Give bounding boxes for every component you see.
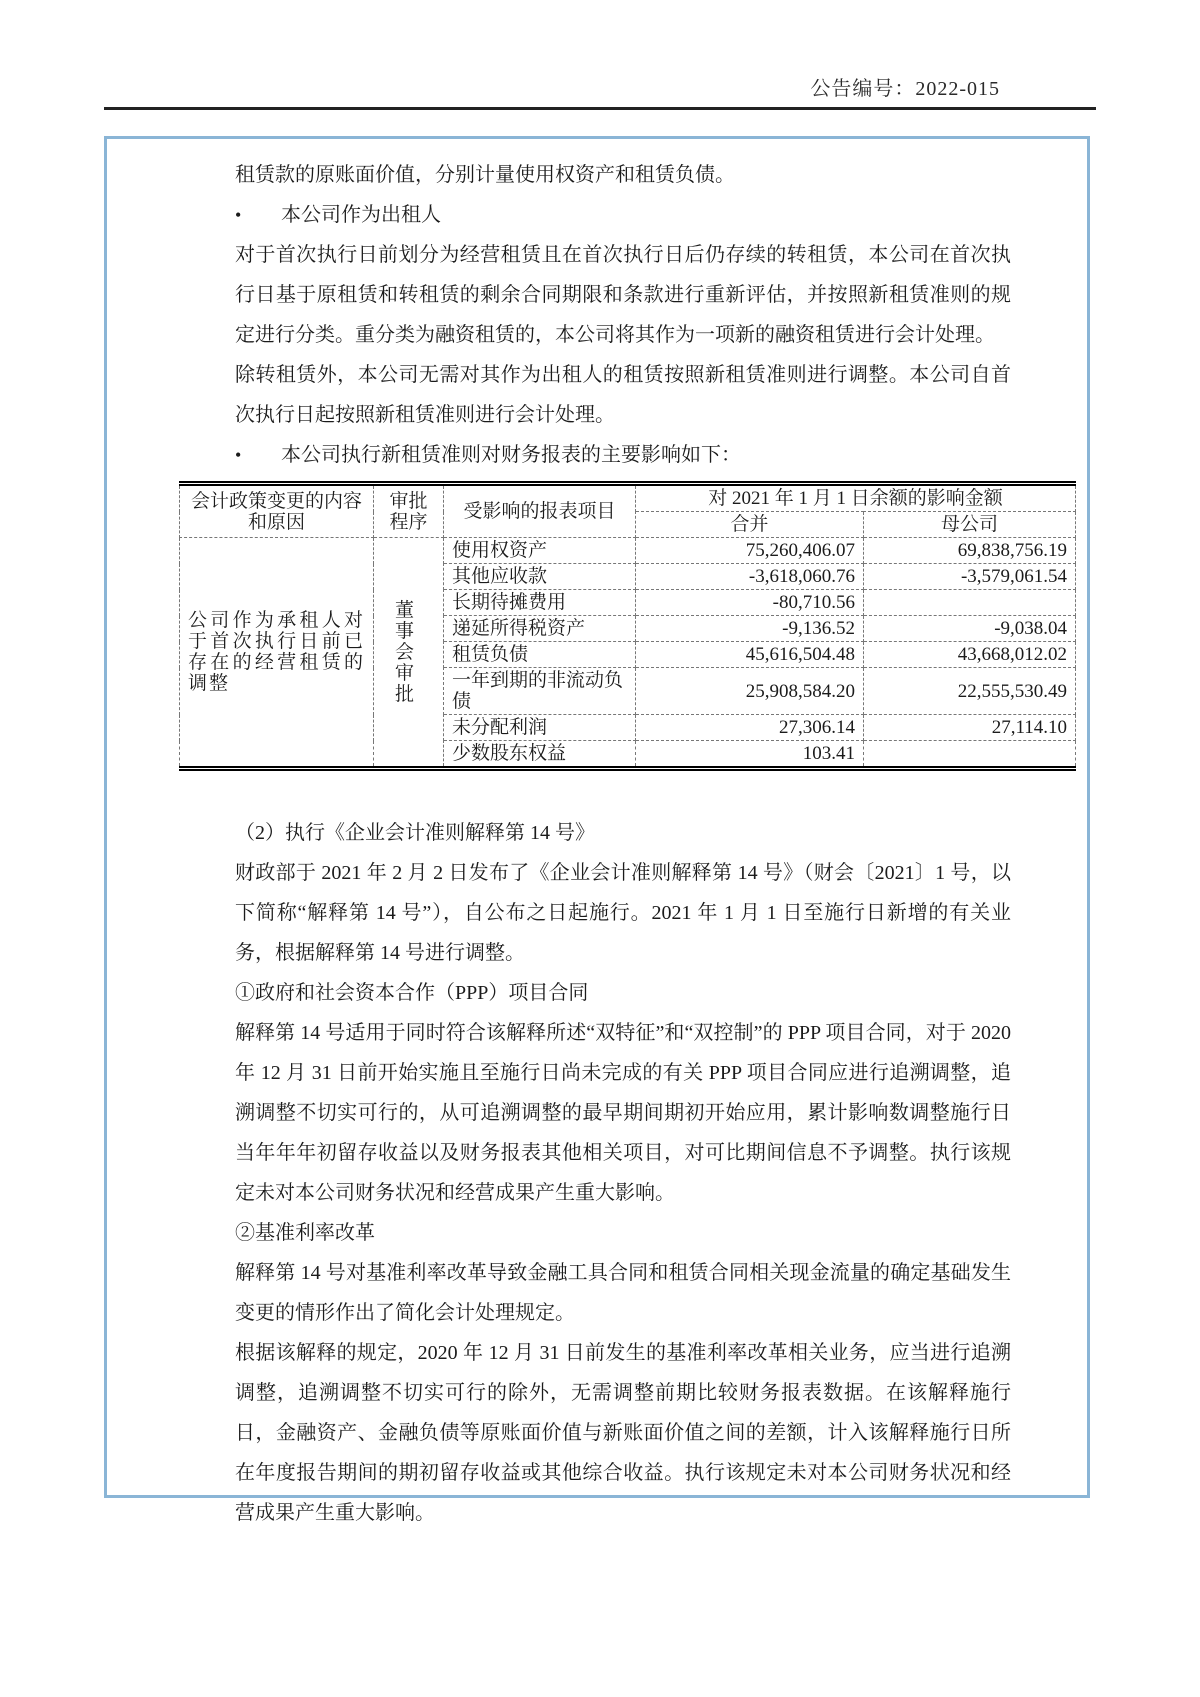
col-header-impact-amount: 对 2021 年 1 月 1 日余额的影响金额 [636, 484, 1076, 512]
consolidated-cell: -80,710.56 [636, 590, 864, 616]
impact-table [179, 481, 1076, 771]
section-2-paragraph-1: 财政部于 2021 年 2 月 2 日发布了《企业会计准则解释第 14 号》（财会〔2021〕1 号，以下简称“解释第 14 号”），自公布之日起施行。2021 年 1 月 1 日至施行日新增的有关业务，根据解释第 14 号进行调整。 [235, 862, 1011, 964]
bullet-item-lessor [235, 195, 1011, 235]
bullet-text: 本公司作为出租人 [281, 204, 441, 226]
item-cell: 少数股东权益 [444, 741, 636, 769]
consolidated-cell: 25,908,584.20 [636, 668, 864, 715]
parent-cell: 27,114.10 [864, 715, 1076, 741]
item-cell: 使用权资产 [444, 538, 636, 564]
parent-cell: -3,579,061.54 [864, 564, 1076, 590]
change-reason-cell: 公司作为承租人对于首次执行日前已存在的经营租赁的调整 [180, 538, 374, 769]
parent-cell: 22,555,530.49 [864, 668, 1076, 715]
parent-cell: 69,838,756.19 [864, 538, 1076, 564]
consolidated-cell: -3,618,060.76 [636, 564, 864, 590]
bullet-icon: • [235, 205, 242, 225]
announcement-number: 公告编号：2022-015 [810, 78, 1000, 100]
sub-heading-ppp: ①政府和社会资本合作（PPP）项目合同 [235, 982, 589, 1004]
consolidated-cell: 27,306.14 [636, 715, 864, 741]
consolidated-cell: 45,616,504.48 [636, 642, 864, 668]
content-box [104, 136, 1090, 1524]
col-header-consolidated: 合并 [636, 512, 864, 538]
parent-cell [864, 590, 1076, 616]
bullet-icon: • [235, 445, 242, 465]
col-header-change-reason: 会计政策变更的内容和原因 [180, 484, 374, 538]
item-cell: 租赁负债 [444, 642, 636, 668]
section-2-heading: （2）执行《企业会计准则解释第 14 号》 [235, 822, 595, 844]
col-header-approval: 审批程序 [374, 484, 444, 538]
approval-cell: 董事会审批 [374, 538, 444, 769]
col-header-parent: 母公司 [864, 512, 1076, 538]
item-cell: 长期待摊费用 [444, 590, 636, 616]
bullet-item-impact [235, 435, 1011, 475]
item-cell: 未分配利润 [444, 715, 636, 741]
item-cell: 其他应收款 [444, 564, 636, 590]
consolidated-cell: 103.41 [636, 741, 864, 769]
parent-cell: -9,038.04 [864, 616, 1076, 642]
intro-paragraph: 租赁款的原账面价值，分别计量使用权资产和租赁负债。 [235, 164, 735, 186]
item-cell: 递延所得税资产 [444, 616, 636, 642]
bullet-text: 本公司执行新租赁准则对财务报表的主要影响如下： [281, 444, 741, 466]
parent-cell [864, 741, 1076, 769]
ppp-paragraph: 解释第 14 号适用于同时符合该解释所述“双特征”和“双控制”的 PPP 项目合同，对于 2020 年 12 月 31 日前开始实施且至施行日尚未完成的有关 PPP 项目合同应进行追溯调整，追溯调整不切实可行的，从可追溯调整的最早期间期初开始应用，累计影响数调整施行日当年年年初留存收益以及财务报表其他相关项目，对可比期间信息不予调整。执行该规定未对本公司财务状况和经营成果产生重大影响。 [235, 1022, 1011, 1204]
sublease-paragraph-1: 对于首次执行日前划分为经营租赁且在首次执行日后仍存续的转租赁，本公司在首次执行日基于原租赁和转租赁的剩余合同期限和条款进行重新评估，并按照新租赁准则的规定进行分类。重分类为融资租赁的，本公司将其作为一项新的融资租赁进行会计处理。 [235, 244, 1011, 346]
item-cell: 一年到期的非流动负债 [444, 668, 636, 715]
header-rule [104, 107, 1096, 110]
sub-heading-benchmark-rate: ②基准利率改革 [235, 1222, 375, 1244]
consolidated-cell: -9,136.52 [636, 616, 864, 642]
benchmark-rate-paragraph-1: 解释第 14 号对基准利率改革导致金融工具合同和租赁合同相关现金流量的确定基础发生变更的情形作出了简化会计处理规定。 [235, 1262, 1011, 1324]
benchmark-rate-paragraph-2: 根据该解释的规定，2020 年 12 月 31 日前发生的基准利率改革相关业务，应当进行追溯调整，追溯调整不切实可行的除外，无需调整前期比较财务报表数据。在该解释施行日，金融资产、金融负债等原账面价值与新账面价值之间的差额，计入该解释施行日所在年度报告期间的期初留存收益或其他综合收益。执行该规定未对本公司财务状况和经营成果产生重大影响。 [235, 1342, 1011, 1524]
table-header-row [180, 484, 1076, 512]
sublease-paragraph-2: 除转租赁外，本公司无需对其作为出租人的租赁按照新租赁准则进行调整。本公司自首次执行日起按照新租赁准则进行会计处理。 [235, 364, 1011, 426]
consolidated-cell: 75,260,406.07 [636, 538, 864, 564]
parent-cell: 43,668,012.02 [864, 642, 1076, 668]
col-header-affected-item: 受影响的报表项目 [444, 484, 636, 538]
table-row [180, 538, 1076, 564]
